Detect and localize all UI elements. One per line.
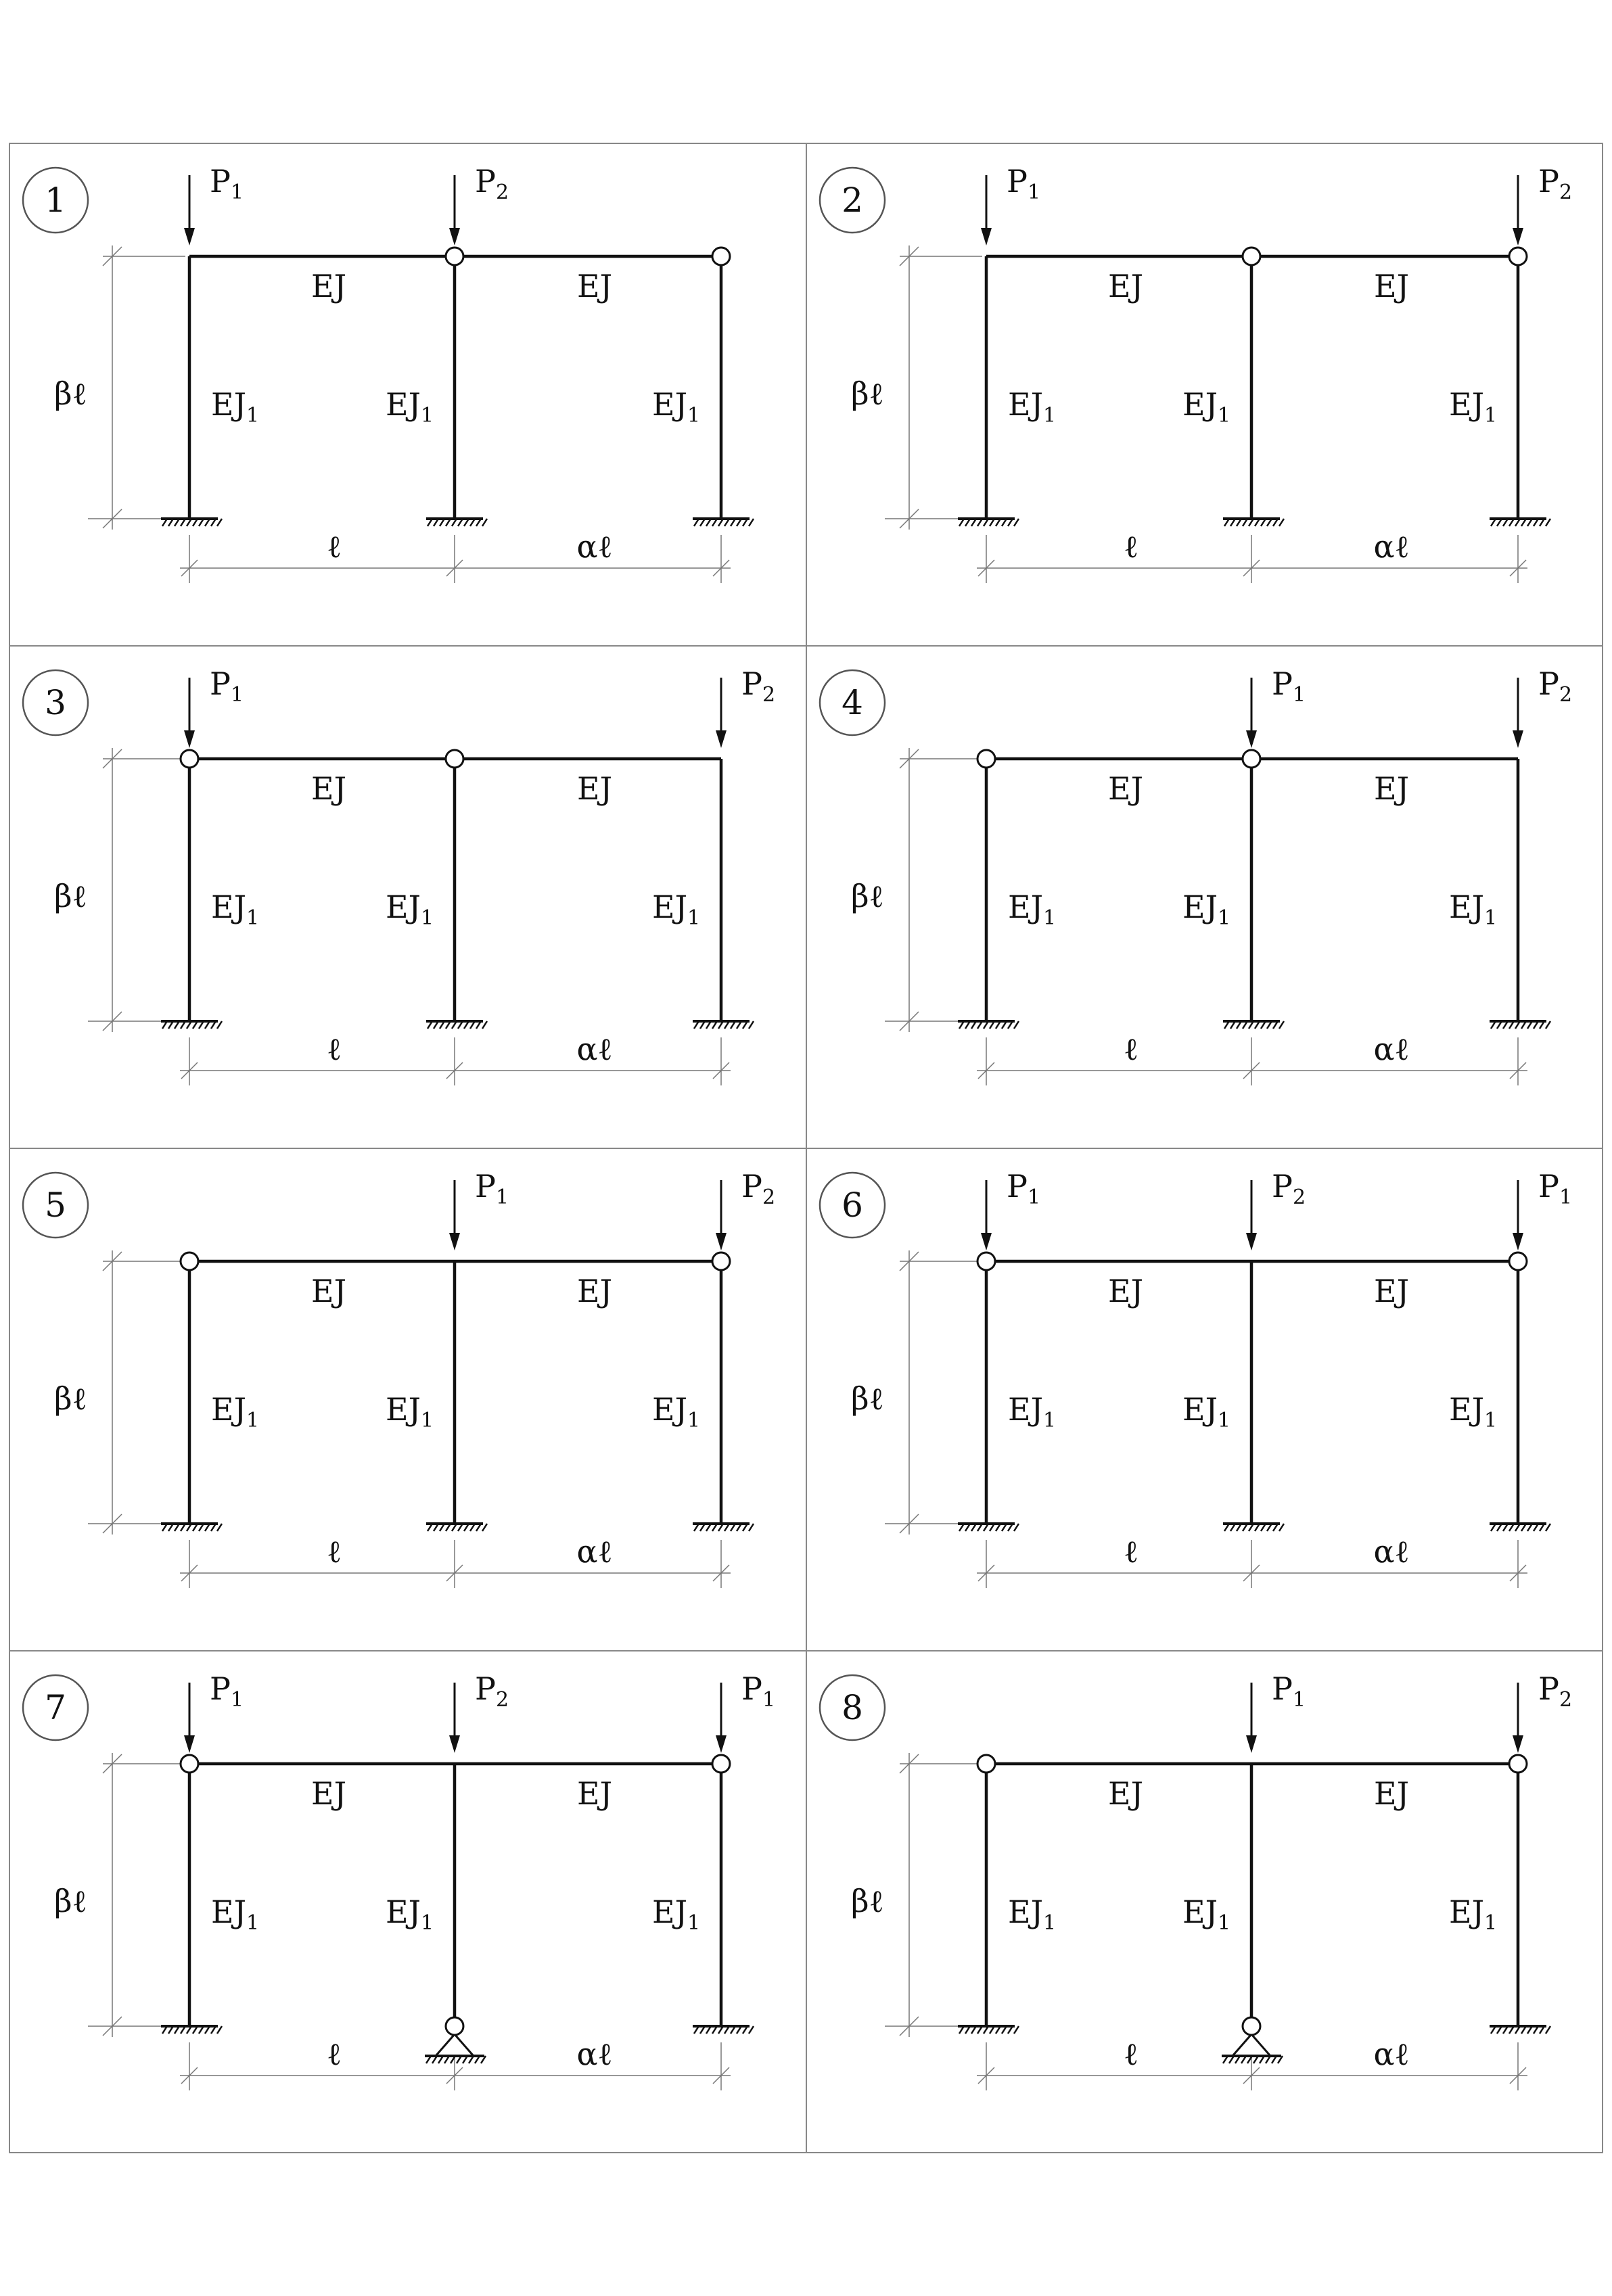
frame-panel-5 [23,1168,775,1588]
panel-number: 6 [842,1186,863,1225]
load-arrow-head [449,1233,460,1250]
column-label-middle-main: EJ [1182,889,1218,925]
fixed-support [693,1524,754,1531]
column-label-left-subscript: 1 [246,906,260,930]
frame-panel-1 [23,163,754,583]
load-arrow-head [1513,228,1523,245]
load-label [1538,163,1572,204]
column-label-left-subscript: 1 [1043,1911,1057,1935]
panel-grid [9,143,1603,2153]
load-label-subscript: 2 [495,181,509,204]
load-arrow-head [1246,1233,1257,1250]
column-label-left-subscript: 1 [1043,906,1057,930]
column-label-right-subscript: 1 [687,1409,701,1432]
column-label-middle-subscript: 1 [1218,1409,1231,1432]
load-label-main: P [210,163,231,200]
hinge-A [977,1252,995,1270]
beam-label-left: EJ [1107,1775,1144,1812]
load-arrow-head [184,1735,195,1753]
load-label-subscript: 2 [1559,181,1573,204]
support-hatch [1014,1021,1019,1029]
column-label-left-main: EJ [1008,386,1044,423]
load-arrow-head [981,1233,992,1250]
height-dimension-label: βℓ [851,375,884,412]
column-label-left [1008,1894,1056,1935]
column-label-right-subscript: 1 [1484,906,1498,930]
load-label-main: P [475,163,496,200]
span-left-label: ℓ [326,1533,342,1570]
span-right-label: αℓ [1373,2036,1410,2072]
load-label-main: P [1272,1168,1293,1204]
load-label-main: P [210,1670,231,1707]
support-hatch [217,1524,222,1531]
load-label [741,665,775,707]
frame-panel-6 [820,1168,1572,1588]
height-dimension-label: βℓ [54,878,87,914]
fixed-support [1223,519,1284,526]
span-left-label: ℓ [326,1031,342,1067]
column-label-left-subscript: 1 [246,1409,260,1432]
load-label-main: P [741,1168,762,1204]
pinned-support [1222,2017,1283,2063]
load-label [475,163,509,204]
load-label [741,1670,775,1712]
beam-label-right: EJ [576,1273,613,1309]
panels-layer [23,163,1572,2090]
load-label-subscript: 1 [230,181,244,204]
load-arrow-head [1246,730,1257,748]
beam-label-left: EJ [1107,1273,1144,1309]
hinge-B [1243,750,1260,768]
span-left-label: ℓ [1123,1031,1139,1067]
load-label-subscript: 1 [1027,181,1041,204]
column-label-middle [1182,889,1230,930]
support-hatch [749,1021,754,1029]
column-label-right-subscript: 1 [1484,1409,1498,1432]
column-label-middle-subscript: 1 [1218,404,1231,427]
support-hatch [482,519,487,526]
panel-number: 4 [842,683,863,722]
column-label-middle-subscript: 1 [421,404,434,427]
load-label [1538,1670,1572,1712]
load-arrow-head [1513,1233,1523,1250]
support-pin [1243,2017,1260,2035]
beam-label-right: EJ [576,770,613,807]
column-label-middle [386,1894,434,1935]
load-arrow-head [981,228,992,245]
span-left-label: ℓ [1123,1533,1139,1570]
column-label-right [1449,1391,1497,1432]
load-label [741,1168,775,1209]
column-label-right-subscript: 1 [687,906,701,930]
span-right-label: αℓ [576,1031,613,1067]
span-left-label: ℓ [1123,2036,1139,2072]
load-label-main: P [741,665,762,702]
support-hatch [1546,1524,1550,1531]
fixed-support [1223,1524,1284,1531]
hinge-C [712,248,730,265]
column-label-right-subscript: 1 [1484,404,1498,427]
support-hatch [1546,2026,1550,2034]
fixed-support [426,1524,487,1531]
support-hatch [1546,519,1550,526]
column-label-right [652,1391,700,1432]
hinge-A [977,750,995,768]
panel-number: 2 [842,181,863,220]
column-label-right-main: EJ [1449,1894,1485,1930]
fixed-support [1490,519,1550,526]
load-label-subscript: 2 [495,1688,509,1712]
column-label-right-main: EJ [652,1391,688,1428]
column-label-middle-main: EJ [1182,1894,1218,1930]
panel-number: 8 [842,1688,863,1727]
hinge-A [977,1755,995,1773]
column-label-left [211,1894,259,1935]
height-dimension-label: βℓ [54,1380,87,1417]
fixed-support [1490,1021,1550,1029]
fixed-support [693,519,754,526]
load-label-subscript: 1 [1027,1186,1041,1209]
fixed-support [426,519,487,526]
column-label-left-subscript: 1 [1043,1409,1057,1432]
column-label-right [1449,889,1497,930]
column-label-right [1449,386,1497,427]
fixed-support [1490,1524,1550,1531]
load-label [1538,665,1572,707]
load-label-subscript: 1 [230,683,244,707]
column-label-right [652,1894,700,1935]
load-label-subscript: 1 [762,1688,776,1712]
column-label-left-subscript: 1 [1043,404,1057,427]
panel-number: 1 [45,181,66,220]
load-label-subscript: 2 [1559,683,1573,707]
load-label [475,1670,509,1712]
height-dimension-label: βℓ [54,375,87,412]
support-hatch [217,2026,222,2034]
support-hatch [1014,519,1019,526]
load-label-main: P [1272,665,1293,702]
fixed-support [161,519,222,526]
support-hatch [482,1524,487,1531]
span-left-label: ℓ [1123,528,1139,565]
load-label-main: P [1007,1168,1028,1204]
column-label-right-main: EJ [652,1894,688,1930]
span-right-label: αℓ [1373,1031,1410,1067]
frame-panel-8 [820,1670,1572,2090]
load-arrow-head [184,730,195,748]
load-label-main: P [210,665,231,702]
load-label [1007,163,1040,204]
fixed-support [958,1524,1019,1531]
pinned-support [425,2017,486,2063]
span-right-label: αℓ [1373,528,1410,565]
column-label-right-main: EJ [1449,889,1485,925]
column-label-left [1008,889,1056,930]
hinge-C [712,1755,730,1773]
panel-number: 3 [45,683,66,722]
load-arrow-head [1246,1735,1257,1753]
beam-label-left: EJ [310,1273,347,1309]
hinge-C [1509,248,1527,265]
column-label-right [652,386,700,427]
span-right-label: αℓ [1373,1533,1410,1570]
support-hatch [749,2026,754,2034]
column-label-left-main: EJ [1008,889,1044,925]
load-label [210,163,244,204]
beam-label-right: EJ [576,1775,613,1812]
column-label-right-subscript: 1 [1484,1911,1498,1935]
fixed-support [958,1021,1019,1029]
load-label [1007,1168,1040,1209]
column-label-left [211,1391,259,1432]
column-label-left [1008,386,1056,427]
support-hatch [217,519,222,526]
column-label-middle-main: EJ [1182,1391,1218,1428]
support-hatch [1014,2026,1019,2034]
support-triangle [436,2034,474,2056]
load-arrow-head [449,1735,460,1753]
support-hatch [749,519,754,526]
height-dimension-label: βℓ [851,1883,884,1919]
column-label-middle [1182,1894,1230,1935]
load-label-main: P [1538,1670,1559,1707]
load-arrow-head [716,1233,727,1250]
column-label-left-main: EJ [1008,1894,1044,1930]
load-label-subscript: 2 [1292,1186,1306,1209]
frame-panel-4 [820,665,1572,1085]
load-label-subscript: 1 [495,1186,509,1209]
column-label-right [652,889,700,930]
column-label-middle-subscript: 1 [421,906,434,930]
load-arrow-head [449,228,460,245]
height-dimension-label: βℓ [851,1380,884,1417]
support-hatch [217,1021,222,1029]
load-label [475,1168,509,1209]
panel-number: 5 [45,1186,66,1225]
hinge-C [1509,1755,1527,1773]
load-label [1272,1670,1306,1712]
column-label-middle [386,889,434,930]
fixed-support [693,2026,754,2034]
hinge-B [446,248,463,265]
load-label-subscript: 1 [230,1688,244,1712]
column-label-left-main: EJ [211,1894,247,1930]
load-label-main: P [1538,163,1559,200]
beam-label-left: EJ [310,770,347,807]
hinge-B [1243,248,1260,265]
fixed-support [426,1021,487,1029]
load-arrow-head [716,730,727,748]
hinge-A [181,1252,198,1270]
column-label-middle-subscript: 1 [1218,1911,1231,1935]
beam-label-left: EJ [310,1775,347,1812]
fixed-support [693,1021,754,1029]
load-label [1538,1168,1572,1209]
column-label-right-main: EJ [1449,386,1485,423]
column-label-left-subscript: 1 [246,404,260,427]
hinge-A [181,750,198,768]
load-label-subscript: 2 [1559,1688,1573,1712]
span-right-label: αℓ [576,528,613,565]
hinge-A [181,1755,198,1773]
column-label-right-subscript: 1 [687,1911,701,1935]
fixed-support [1490,2026,1550,2034]
support-pin [446,2017,463,2035]
column-label-middle [386,386,434,427]
column-label-middle [1182,386,1230,427]
frame-panel-3 [23,665,775,1085]
load-arrow-head [184,228,195,245]
column-label-left-main: EJ [1008,1391,1044,1428]
column-label-middle-subscript: 1 [421,1911,434,1935]
column-label-middle-subscript: 1 [421,1409,434,1432]
load-label-main: P [1007,163,1028,200]
column-label-middle-subscript: 1 [1218,906,1231,930]
span-left-label: ℓ [326,2036,342,2072]
beam-label-left: EJ [1107,770,1144,807]
load-label [1272,665,1306,707]
height-dimension-label: βℓ [54,1883,87,1919]
load-label-subscript: 2 [762,683,776,707]
column-label-right-main: EJ [652,386,688,423]
column-label-middle-main: EJ [386,386,421,423]
support-hatch [1279,1524,1284,1531]
frame-panel-2 [820,163,1572,583]
fixed-support [161,1524,222,1531]
load-label-main: P [475,1168,496,1204]
load-label [1272,1168,1306,1209]
span-right-label: αℓ [576,2036,613,2072]
column-label-left [1008,1391,1056,1432]
support-hatch [1546,1021,1550,1029]
column-label-left-main: EJ [211,889,247,925]
column-label-left-subscript: 1 [246,1911,260,1935]
support-hatch [1279,519,1284,526]
column-label-right-subscript: 1 [687,404,701,427]
column-label-middle [1182,1391,1230,1432]
load-label [210,1670,244,1712]
load-label-subscript: 1 [1292,683,1306,707]
beam-label-right: EJ [576,268,613,304]
column-label-middle [386,1391,434,1432]
fixed-support [958,519,1019,526]
load-arrow-head [1513,1735,1523,1753]
load-label-main: P [1538,665,1559,702]
beam-label-left: EJ [310,268,347,304]
fixed-support [161,1021,222,1029]
column-label-right [1449,1894,1497,1935]
load-arrow-head [716,1735,727,1753]
fixed-support [958,2026,1019,2034]
hinge-B [446,750,463,768]
column-label-right-main: EJ [652,889,688,925]
beam-label-right: EJ [1373,770,1410,807]
panel-number: 7 [45,1688,66,1727]
fixed-support [161,2026,222,2034]
hinge-C [1509,1252,1527,1270]
support-hatch [1279,1021,1284,1029]
beam-label-right: EJ [1373,1273,1410,1309]
span-right-label: αℓ [576,1533,613,1570]
load-label [210,665,244,707]
beam-label-right: EJ [1373,268,1410,304]
load-label-subscript: 1 [1292,1688,1306,1712]
fixed-support [1223,1021,1284,1029]
load-arrow-head [1513,730,1523,748]
column-label-right-main: EJ [1449,1391,1485,1428]
column-label-middle-main: EJ [386,889,421,925]
load-label-main: P [741,1670,762,1707]
hinge-C [712,1252,730,1270]
load-label-subscript: 2 [762,1186,776,1209]
column-label-middle-main: EJ [1182,386,1218,423]
column-label-middle-main: EJ [386,1894,421,1930]
support-triangle [1233,2034,1270,2056]
beam-label-left: EJ [1107,268,1144,304]
support-hatch [482,1021,487,1029]
frame-panel-7 [23,1670,775,2090]
load-label-subscript: 1 [1559,1186,1573,1209]
support-hatch [1014,1524,1019,1531]
column-label-middle-main: EJ [386,1391,421,1428]
support-hatch [749,1524,754,1531]
column-label-left-main: EJ [211,1391,247,1428]
span-left-label: ℓ [326,528,342,565]
column-label-left [211,386,259,427]
height-dimension-label: βℓ [851,878,884,914]
column-label-left-main: EJ [211,386,247,423]
beam-label-right: EJ [1373,1775,1410,1812]
load-label-main: P [1272,1670,1293,1707]
load-label-main: P [1538,1168,1559,1204]
load-label-main: P [475,1670,496,1707]
column-label-left [211,889,259,930]
